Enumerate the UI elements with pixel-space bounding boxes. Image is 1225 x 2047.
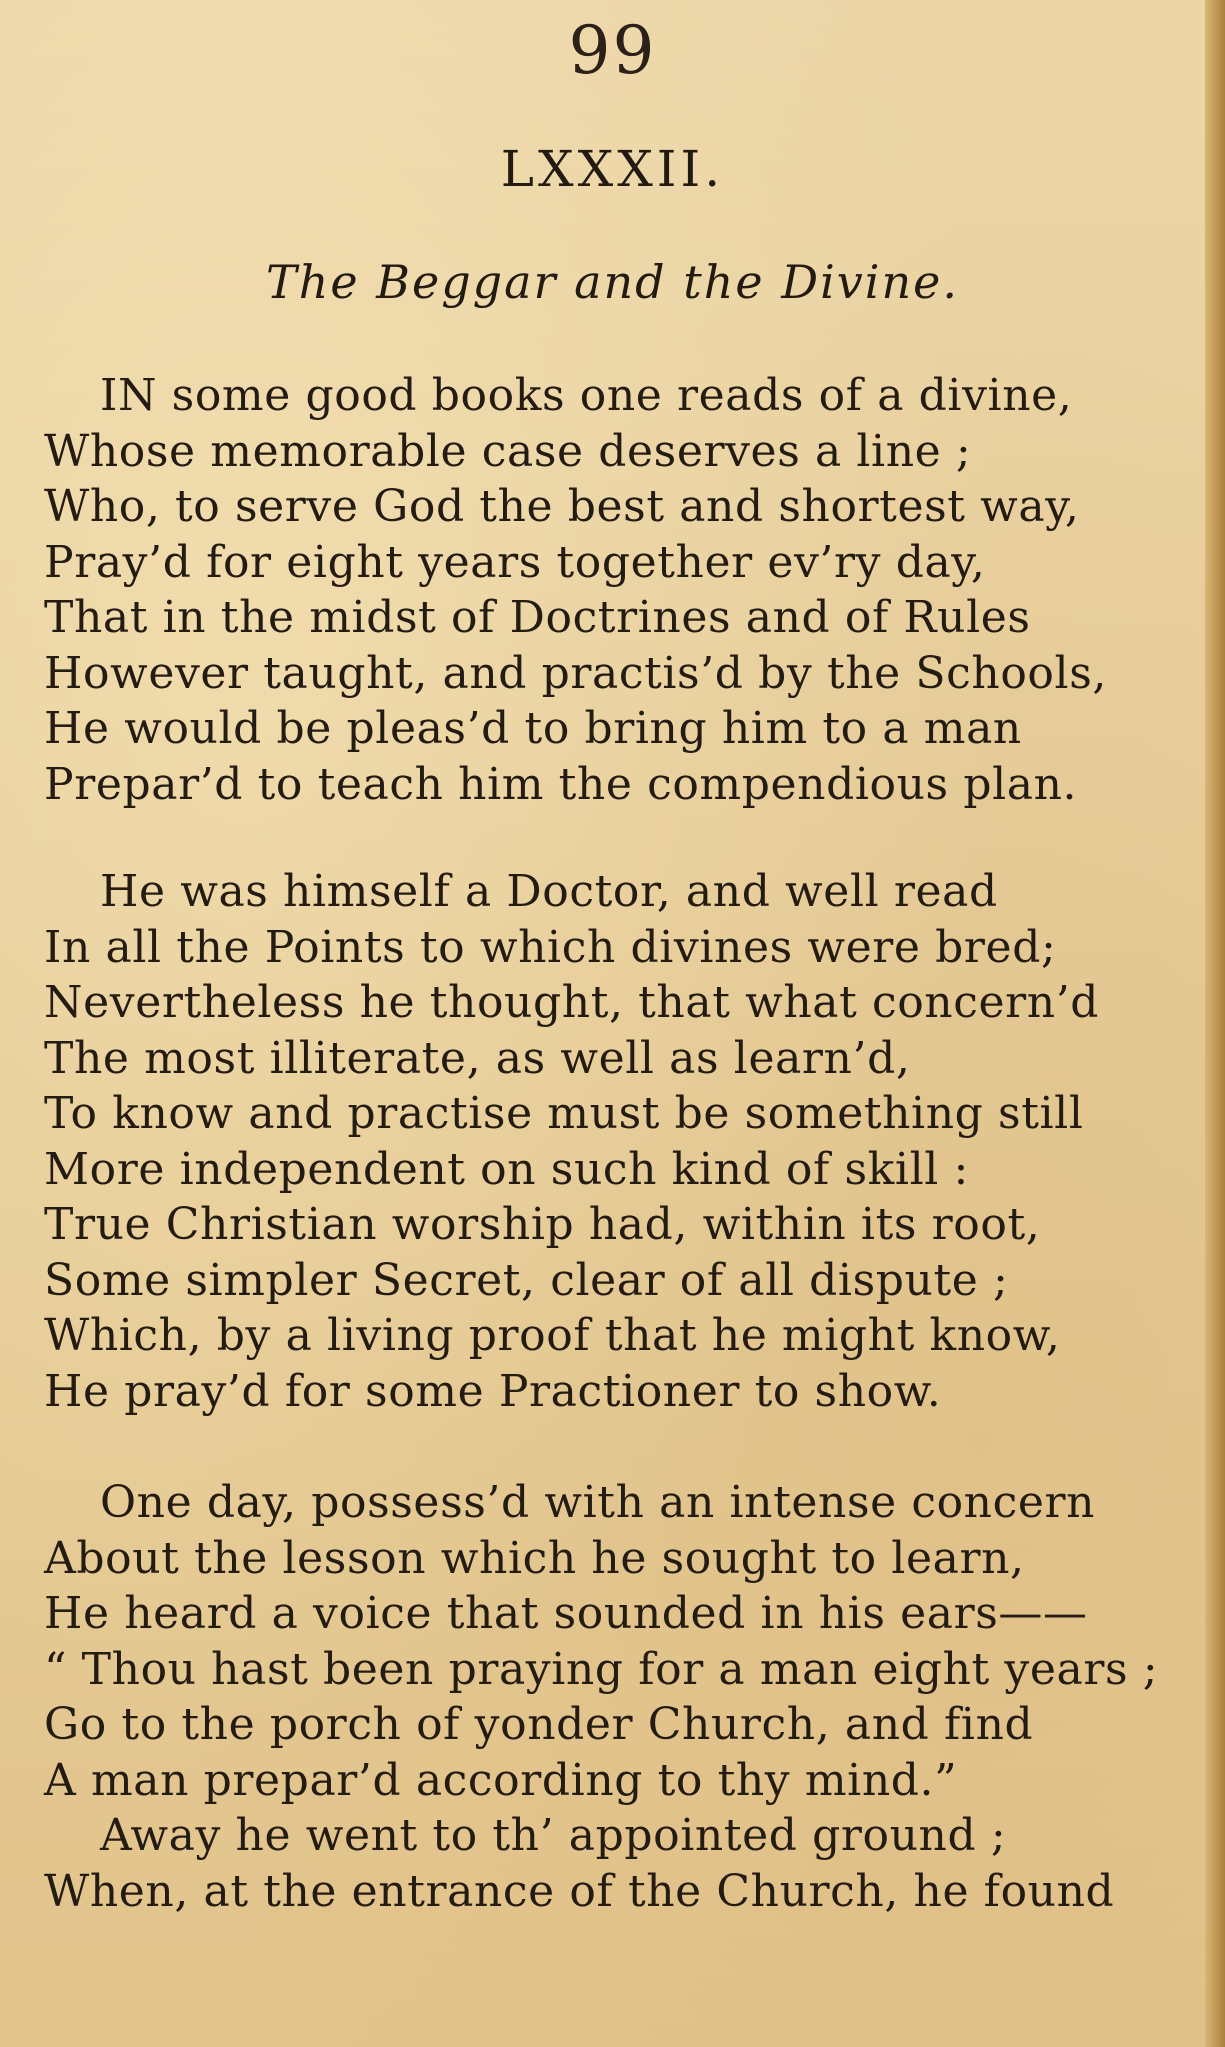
poem-line: IN some good books one reads of a divine, [100, 370, 1073, 421]
poem-number-heading: LXXXII. [500, 140, 725, 198]
stanza-1 [44, 368, 1194, 812]
poem-line: Which, by a living proof that he might know, [44, 1310, 1061, 1361]
poem-line: The most illiterate, as well as learn’d, [44, 1032, 911, 1084]
poem-line: Who, to serve God the best and shortest way, [44, 481, 1080, 532]
poem-line: Nevertheless he thought, that what concern’d [44, 977, 1100, 1028]
poem-line: Prepar’d to teach him the compendious plan. [44, 758, 1078, 810]
poem-line: He pray’d for some Practioner to show. [44, 1365, 942, 1417]
poem-line: “ Thou hast been praying for a man eight years ; [44, 1643, 1159, 1695]
poem-line: About the lesson which he sought to learn, [44, 1532, 1025, 1584]
page-number: 99 [568, 12, 657, 89]
poem-line: A man prepar’d according to thy mind.” [44, 1754, 958, 1806]
poem-line: He was himself a Doctor, and well read [100, 866, 998, 917]
poem-line: One day, possess’d with an intense concern [100, 1477, 1096, 1528]
poem-title: The Beggar and the Divine. [266, 255, 959, 309]
poem-line: Whose memorable case deserves a line ; [44, 425, 972, 477]
poem-line: Pray’d for eight years together ev’ry day, [44, 536, 986, 588]
poem-line: He heard a voice that sounded in his ears—— [44, 1588, 1088, 1639]
poem-line: When, at the entrance of the Church, he found [44, 1865, 1115, 1917]
poem-line: Away he went to th’ appointed ground ; [100, 1810, 1007, 1861]
stanza-2 [44, 864, 1194, 1419]
poem-line: He would be pleas’d to bring him to a man [44, 703, 1022, 754]
poem-line: In all the Points to which divines were bred; [44, 921, 1057, 973]
poem-line: Some simpler Secret, clear of all dispute ; [44, 1254, 1009, 1306]
stanza-3 [44, 1475, 1194, 1919]
poem-line: True Christian worship had, within its root, [44, 1199, 1041, 1250]
poem-line: That in the midst of Doctrines and of Rules [44, 592, 1031, 643]
poem-line: More independent on such kind of skill : [44, 1143, 969, 1195]
poem-line: However taught, and practis’d by the Schools, [44, 647, 1107, 699]
poem-line: Go to the porch of yonder Church, and find [44, 1699, 1034, 1750]
poem-line: To know and practise must be something still [44, 1088, 1084, 1139]
